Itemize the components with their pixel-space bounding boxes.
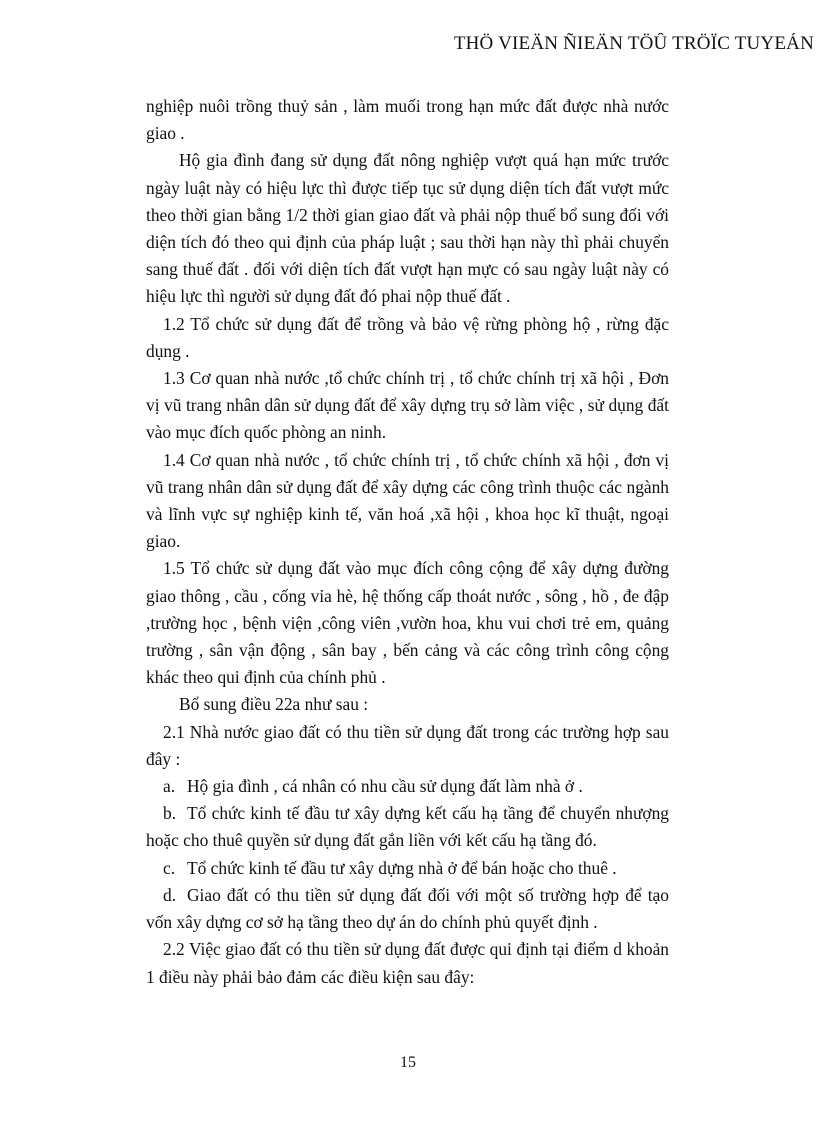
list-item [146,800,669,854]
paragraph-2-1: 2.1 Nhà nước giao đất có thu tiền sử dụng đất trong các trường hợp sau đây : [146,721,669,769]
list-item [146,882,669,936]
list-marker: c. [163,857,176,878]
list-marker: b. [163,803,177,824]
page-number: 15 [400,1054,416,1071]
document-body [146,93,669,991]
paragraph-continuation: nghiệp nuôi trồng thuỷ sản , làm muối trong hạn mức đất được nhà nước giao . [146,96,669,144]
paragraph-2-2: 2.2 Việc giao đất có thu tiền sử dụng đất được qui định tại điểm d khoản 1 điều này phải bảo đảm các điều kiện sau đây: [146,939,669,987]
list-item [146,855,669,882]
paragraph-1-3: 1.3 Cơ quan nhà nước ,tổ chức chính trị , tổ chức chính trị xã hội , Đơn vị vũ trang nhân dân sử dụng đất để xây dựng trụ sở làm việc , sử dụng đất vào mục đích quốc phòng an ninh. [146,368,669,443]
paragraph-article-22a: Bổ sung điều 22a như sau : [179,694,369,715]
list-item-text: Tổ chức kinh tế đầu tư xây dựng kết cấu hạ tầng để chuyển nhượng hoặc cho thuê quyền sử dụng đất gắn liền với kết cấu hạ tầng đó. [146,803,669,851]
running-header-title: THÖ VIEÄN ÑIEÄN TÖÛ TRÖÏC TUYEÁN [453,33,814,54]
list-item-text: Tổ chức kinh tế đầu tư xây dựng nhà ở để bán hoặc cho thuê . [187,857,617,878]
paragraph-1-4: 1.4 Cơ quan nhà nước , tổ chức chính trị , tổ chức chính xã hội , đơn vị vũ trang nhân dân sử dụng đất để xây dựng các công trình thuộc các ngành và lĩnh vực sự nghiệp kinh tế, văn hoá ,xã hội , khoa học kĩ thuật, ngoại giao. [146,449,669,552]
list-marker: d. [163,884,177,905]
list-item-text: Giao đất có thu tiền sử dụng đất đối với một số trường hợp để tạo vốn xây dựng cơ sở hạ tầng theo dự án do chính phủ quyết định . [146,884,669,933]
paragraph-1-2: 1.2 Tổ chức sử dụng đất để trồng và bảo vệ rừng phòng hộ , rừng đặc dụng . [146,313,669,361]
list-marker: a. [163,776,176,797]
list-item-text: Hộ gia đình , cá nhân có nhu cầu sử dụng đất làm nhà ở . [187,776,583,797]
paragraph-household-land: Hộ gia đình đang sử dụng đất nông nghiệp vượt quá hạn mức trước ngày luật này có hiệu lực thì được tiếp tục sử dụng diện tích đất vượt mức theo thời gian bằng 1/2 thời gian giao đất và phải nộp thuế bổ sung đối với diện tích đó theo qui định của pháp luật ; sau thời hạn này thì phải chuyển sang thuế đất . đối với diện tích đất vượt hạn mực có sau ngày luật này có hiệu lực thì người sử dụng đất đó phai nộp thuế đất . [146,150,669,307]
list-item [146,773,669,800]
paragraph-1-5: 1.5 Tổ chức sử dụng đất vào mục đích công cộng để xây dựng đường giao thông , cầu , cống vỉa hè, hệ thống cấp thoát nước , sông , hồ , đe đập ,trường học , bệnh viện ,công viên ,vườn hoa, khu vui chơi trẻ em, quảng trường , sân vận động , sân bay , bến cảng và các công trình công cộng khác theo qui định của chính phủ . [146,558,669,688]
